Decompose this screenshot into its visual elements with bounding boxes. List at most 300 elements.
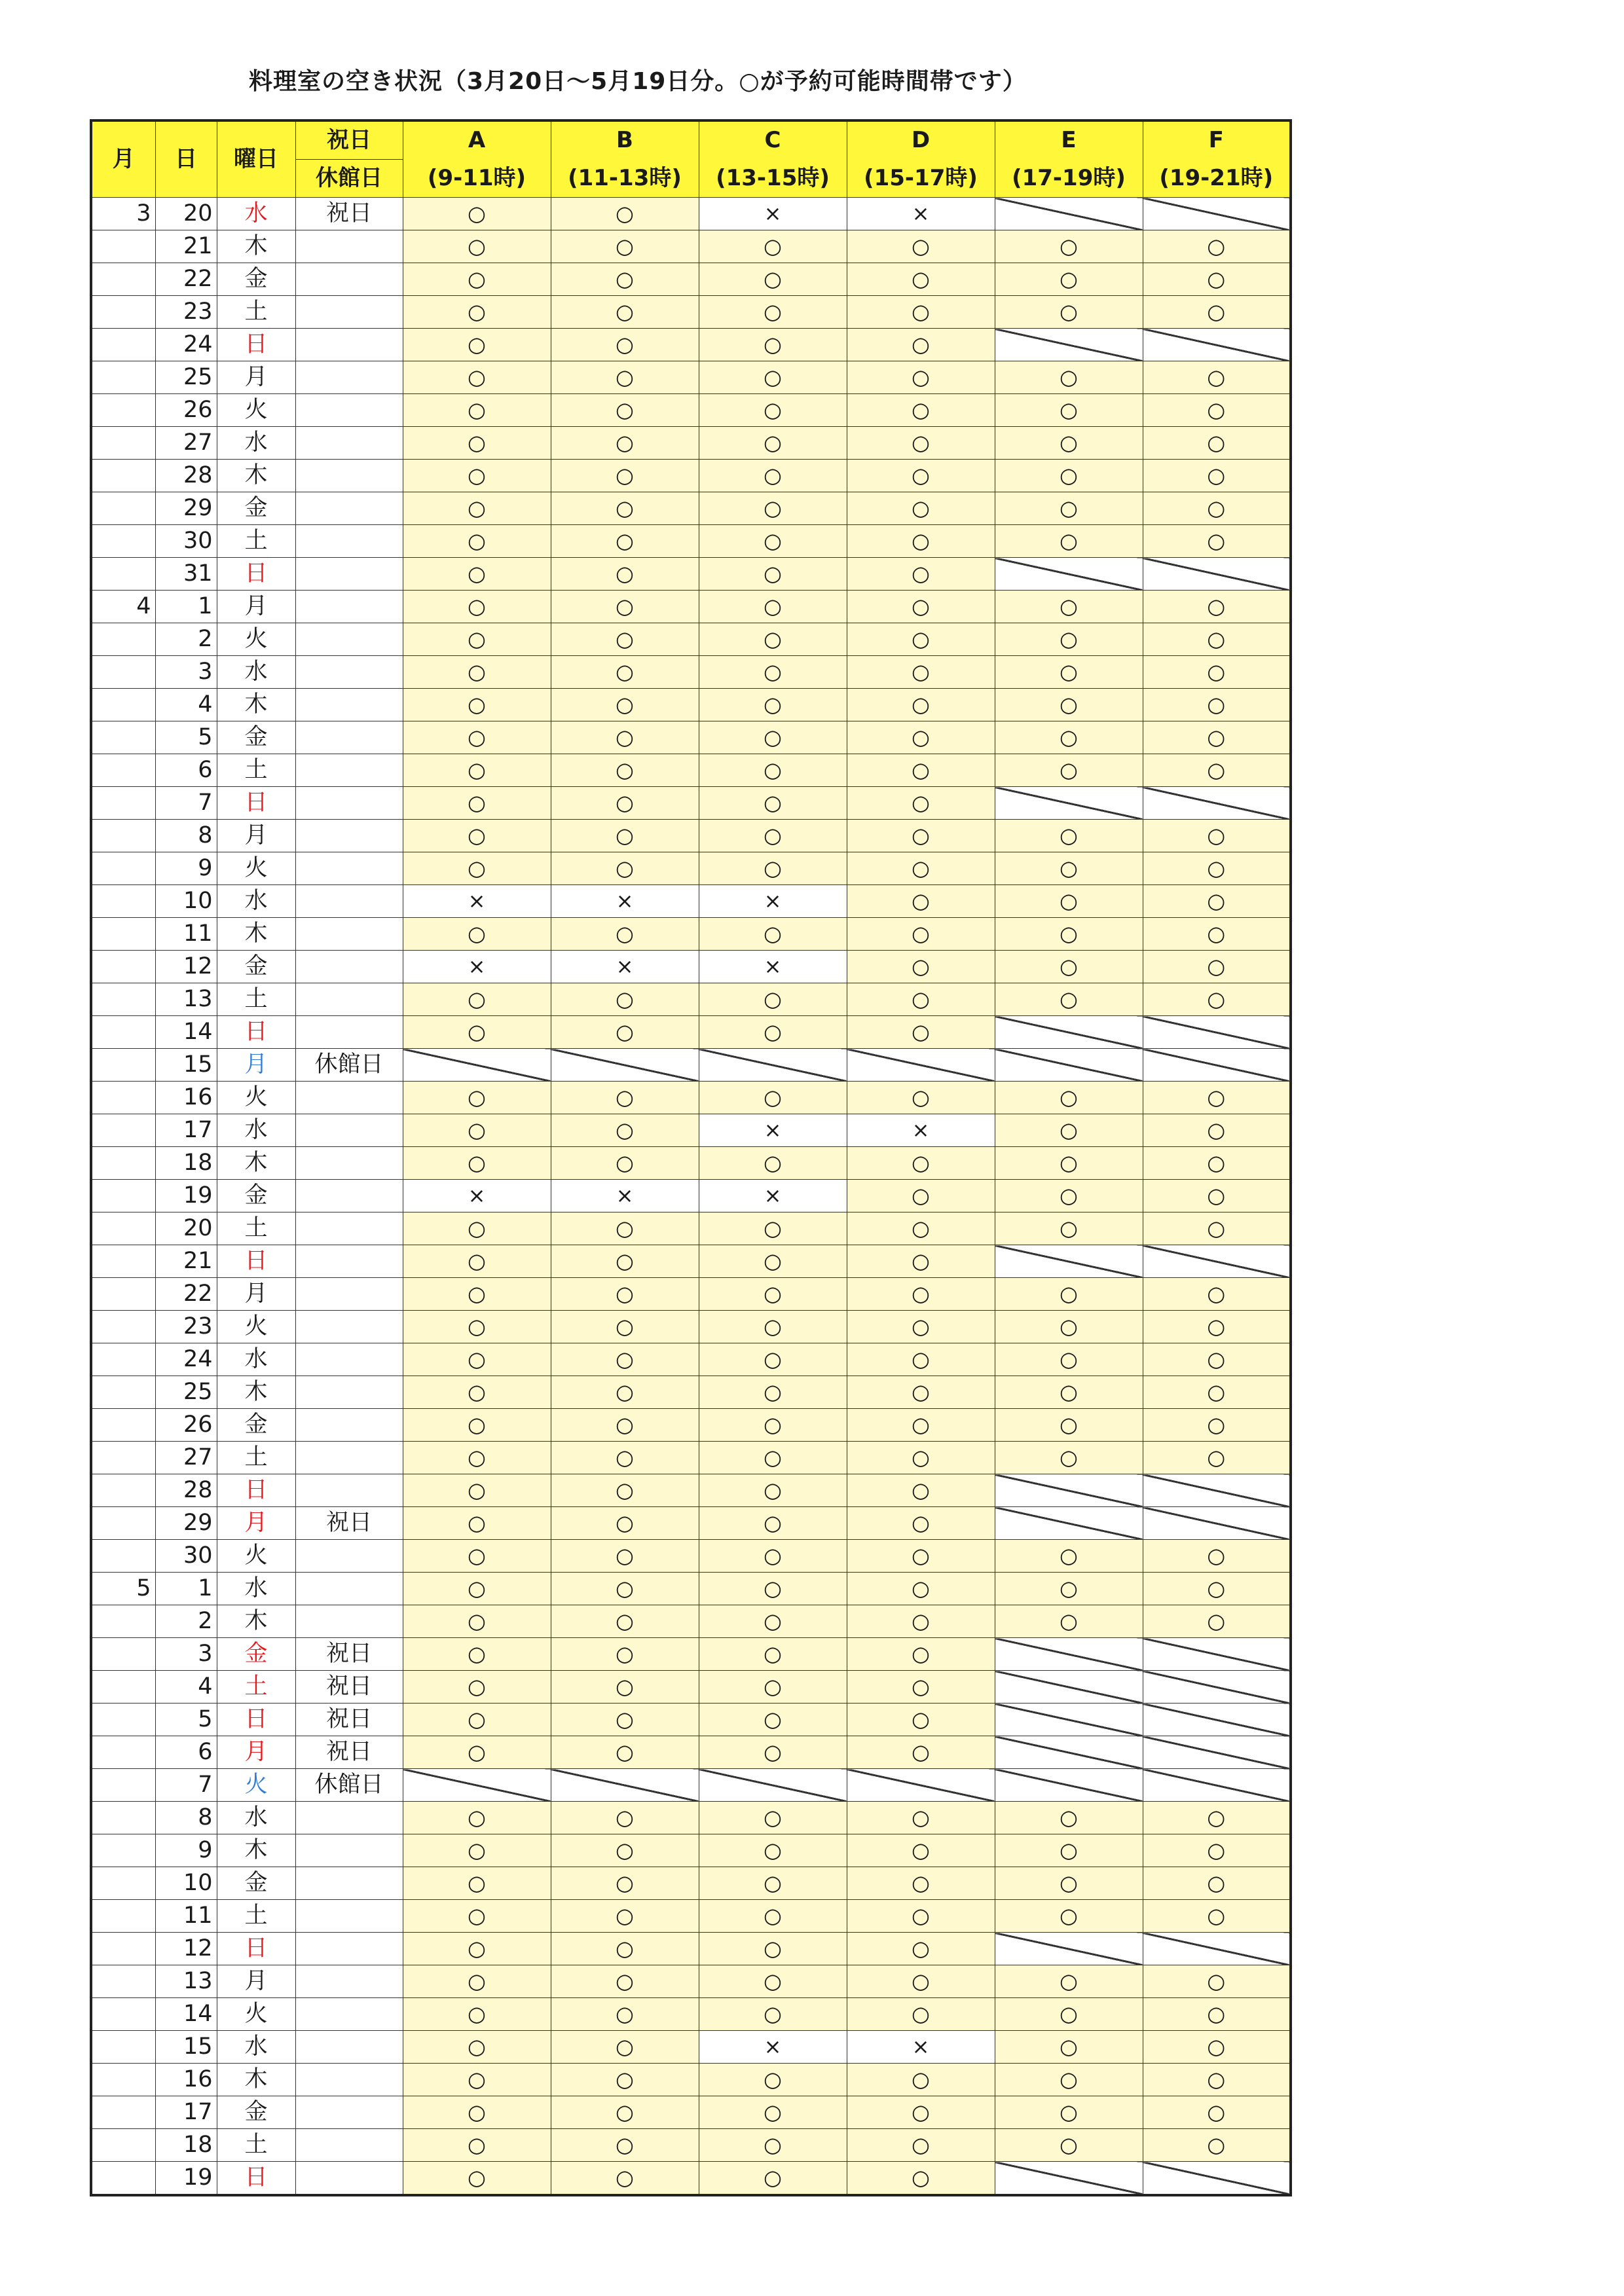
month-cell — [91, 1998, 155, 2031]
slot-c-open-cell: ○ — [699, 1540, 847, 1573]
header-slot-e-time: (17-19時) — [995, 160, 1143, 198]
slot-a-open-cell: ○ — [403, 1573, 551, 1605]
table-row — [91, 1573, 1291, 1605]
weekday-cell: 火 — [217, 623, 295, 656]
table-row — [91, 1834, 1291, 1867]
header-slot-c-letter: C — [699, 120, 847, 160]
month-cell — [91, 1016, 155, 1049]
month-cell: 4 — [91, 591, 155, 623]
table-row — [91, 754, 1291, 787]
slot-c-taken-cell: × — [699, 951, 847, 983]
header-slot-c-time: (13-15時) — [699, 160, 847, 198]
day-cell: 24 — [155, 1343, 217, 1376]
slot-a-open-cell: ○ — [403, 1965, 551, 1998]
table-row — [91, 1802, 1291, 1834]
slot-e-open-cell: ○ — [995, 2064, 1143, 2096]
slot-c-open-cell: ○ — [699, 1343, 847, 1376]
slot-b-open-cell: ○ — [551, 1605, 699, 1638]
slot-a-open-cell: ○ — [403, 852, 551, 885]
day-cell: 12 — [155, 1933, 217, 1965]
slot-c-open-cell: ○ — [699, 689, 847, 721]
day-cell: 27 — [155, 1442, 217, 1474]
day-cell: 21 — [155, 230, 217, 263]
slot-e-closed-cell — [995, 1933, 1143, 1965]
slot-e-open-cell: ○ — [995, 689, 1143, 721]
table-row — [91, 1933, 1291, 1965]
slot-a-open-cell: ○ — [403, 329, 551, 361]
slot-c-open-cell: ○ — [699, 1605, 847, 1638]
slot-b-open-cell: ○ — [551, 1147, 699, 1180]
slot-f-closed-cell — [1143, 1671, 1291, 1704]
slot-a-open-cell: ○ — [403, 492, 551, 525]
slot-c-open-cell: ○ — [699, 1147, 847, 1180]
slot-c-open-cell: ○ — [699, 1834, 847, 1867]
weekday-cell: 月 — [217, 1278, 295, 1311]
slot-e-open-cell: ○ — [995, 623, 1143, 656]
slot-e-open-cell: ○ — [995, 1114, 1143, 1147]
slot-a-closed-cell — [403, 1049, 551, 1082]
slot-c-open-cell: ○ — [699, 1409, 847, 1442]
day-cell: 3 — [155, 1638, 217, 1671]
slot-e-open-cell: ○ — [995, 2096, 1143, 2129]
slot-d-open-cell: ○ — [847, 558, 995, 591]
slot-d-open-cell: ○ — [847, 983, 995, 1016]
slot-e-closed-cell — [995, 2162, 1143, 2196]
slot-b-open-cell: ○ — [551, 787, 699, 820]
table-row — [91, 230, 1291, 263]
slot-a-open-cell: ○ — [403, 1540, 551, 1573]
table-row — [91, 623, 1291, 656]
slot-d-taken-cell: × — [847, 1114, 995, 1147]
table-row — [91, 820, 1291, 852]
slot-e-open-cell: ○ — [995, 656, 1143, 689]
slot-f-open-cell: ○ — [1143, 1311, 1291, 1343]
header-day: 日 — [155, 120, 217, 198]
slot-d-open-cell: ○ — [847, 689, 995, 721]
slot-f-open-cell: ○ — [1143, 2064, 1291, 2096]
table-row — [91, 394, 1291, 427]
header-closed-day: 休館日 — [295, 160, 403, 198]
day-cell: 29 — [155, 492, 217, 525]
month-cell — [91, 296, 155, 329]
slot-b-open-cell: ○ — [551, 558, 699, 591]
day-cell: 25 — [155, 361, 217, 394]
slot-b-taken-cell: × — [551, 885, 699, 918]
slot-f-open-cell: ○ — [1143, 427, 1291, 460]
slot-b-open-cell: ○ — [551, 689, 699, 721]
holiday-cell — [295, 230, 403, 263]
month-cell — [91, 754, 155, 787]
slot-c-open-cell: ○ — [699, 1442, 847, 1474]
slot-b-open-cell: ○ — [551, 1867, 699, 1900]
slot-a-open-cell: ○ — [403, 1114, 551, 1147]
slot-a-open-cell: ○ — [403, 689, 551, 721]
slot-d-open-cell: ○ — [847, 296, 995, 329]
slot-f-open-cell: ○ — [1143, 460, 1291, 492]
slot-e-open-cell: ○ — [995, 263, 1143, 296]
weekday-cell: 火 — [217, 1082, 295, 1114]
slot-f-closed-cell — [1143, 1704, 1291, 1736]
slot-f-open-cell: ○ — [1143, 1540, 1291, 1573]
slot-c-taken-cell: × — [699, 885, 847, 918]
month-cell — [91, 721, 155, 754]
slot-c-open-cell: ○ — [699, 1867, 847, 1900]
day-cell: 26 — [155, 1409, 217, 1442]
slot-c-taken-cell: × — [699, 2031, 847, 2064]
slot-e-open-cell: ○ — [995, 721, 1143, 754]
slot-b-open-cell: ○ — [551, 1736, 699, 1769]
slot-b-open-cell: ○ — [551, 721, 699, 754]
slot-b-open-cell: ○ — [551, 1245, 699, 1278]
day-cell: 22 — [155, 263, 217, 296]
slot-c-open-cell: ○ — [699, 1573, 847, 1605]
slot-d-open-cell: ○ — [847, 1704, 995, 1736]
table-row — [91, 1409, 1291, 1442]
slot-c-open-cell: ○ — [699, 1965, 847, 1998]
header-weekday: 曜日 — [217, 120, 295, 198]
slot-a-open-cell: ○ — [403, 427, 551, 460]
slot-a-open-cell: ○ — [403, 1834, 551, 1867]
month-cell — [91, 951, 155, 983]
slot-d-open-cell: ○ — [847, 951, 995, 983]
month-cell — [91, 1474, 155, 1507]
slot-a-open-cell: ○ — [403, 1212, 551, 1245]
month-cell — [91, 329, 155, 361]
day-cell: 2 — [155, 623, 217, 656]
slot-e-open-cell: ○ — [995, 983, 1143, 1016]
holiday-cell — [295, 1147, 403, 1180]
slot-f-open-cell: ○ — [1143, 918, 1291, 951]
weekday-cell: 金 — [217, 263, 295, 296]
weekday-cell: 水 — [217, 1802, 295, 1834]
slot-f-open-cell: ○ — [1143, 1965, 1291, 1998]
slot-d-open-cell: ○ — [847, 1605, 995, 1638]
slot-c-open-cell: ○ — [699, 263, 847, 296]
slot-f-open-cell: ○ — [1143, 1082, 1291, 1114]
slot-d-open-cell: ○ — [847, 623, 995, 656]
weekday-cell: 土 — [217, 1442, 295, 1474]
weekday-cell: 月 — [217, 820, 295, 852]
slot-b-open-cell: ○ — [551, 1704, 699, 1736]
slot-e-closed-cell — [995, 1507, 1143, 1540]
slot-f-open-cell: ○ — [1143, 721, 1291, 754]
slot-d-taken-cell: × — [847, 198, 995, 230]
slot-b-open-cell: ○ — [551, 1638, 699, 1671]
slot-b-open-cell: ○ — [551, 591, 699, 623]
weekday-cell: 月 — [217, 1507, 295, 1540]
table-row — [91, 1736, 1291, 1769]
slot-b-closed-cell — [551, 1049, 699, 1082]
day-cell: 6 — [155, 1736, 217, 1769]
slot-f-open-cell: ○ — [1143, 983, 1291, 1016]
slot-b-open-cell: ○ — [551, 1376, 699, 1409]
slot-b-open-cell: ○ — [551, 394, 699, 427]
slot-c-open-cell: ○ — [699, 721, 847, 754]
slot-d-open-cell: ○ — [847, 787, 995, 820]
table-row — [91, 525, 1291, 558]
slot-a-open-cell: ○ — [403, 787, 551, 820]
day-cell: 24 — [155, 329, 217, 361]
weekday-cell: 月 — [217, 1736, 295, 1769]
day-cell: 17 — [155, 2096, 217, 2129]
slot-d-open-cell: ○ — [847, 329, 995, 361]
month-cell — [91, 1605, 155, 1638]
day-cell: 20 — [155, 198, 217, 230]
weekday-cell: 金 — [217, 1409, 295, 1442]
slot-b-open-cell: ○ — [551, 1998, 699, 2031]
table-row — [91, 1278, 1291, 1311]
slot-d-open-cell: ○ — [847, 2064, 995, 2096]
slot-c-open-cell: ○ — [699, 1638, 847, 1671]
slot-e-open-cell: ○ — [995, 1573, 1143, 1605]
slot-d-open-cell: ○ — [847, 1998, 995, 2031]
holiday-cell — [295, 1278, 403, 1311]
holiday-cell — [295, 623, 403, 656]
table-row — [91, 1965, 1291, 1998]
holiday-cell — [295, 558, 403, 591]
slot-e-closed-cell — [995, 1245, 1143, 1278]
weekday-cell: 月 — [217, 361, 295, 394]
slot-a-open-cell: ○ — [403, 1016, 551, 1049]
header-slot-a-letter: A — [403, 120, 551, 160]
slot-c-open-cell: ○ — [699, 754, 847, 787]
month-cell — [91, 1311, 155, 1343]
weekday-cell: 金 — [217, 1867, 295, 1900]
slot-b-open-cell: ○ — [551, 198, 699, 230]
month-cell — [91, 263, 155, 296]
holiday-cell — [295, 1998, 403, 2031]
slot-f-open-cell: ○ — [1143, 1605, 1291, 1638]
day-cell: 31 — [155, 558, 217, 591]
slot-c-open-cell: ○ — [699, 2096, 847, 2129]
slot-a-open-cell: ○ — [403, 1507, 551, 1540]
availability-table — [90, 119, 1292, 2196]
table-row — [91, 918, 1291, 951]
slot-c-open-cell: ○ — [699, 1671, 847, 1704]
weekday-cell: 日 — [217, 1474, 295, 1507]
table-row — [91, 460, 1291, 492]
slot-a-open-cell: ○ — [403, 1147, 551, 1180]
weekday-cell: 水 — [217, 427, 295, 460]
slot-d-open-cell: ○ — [847, 1638, 995, 1671]
day-cell: 13 — [155, 983, 217, 1016]
holiday-cell — [295, 721, 403, 754]
holiday-cell — [295, 1311, 403, 1343]
slot-a-open-cell: ○ — [403, 2064, 551, 2096]
table-row — [91, 1671, 1291, 1704]
day-cell: 7 — [155, 787, 217, 820]
holiday-cell — [295, 1114, 403, 1147]
holiday-cell — [295, 1965, 403, 1998]
holiday-cell — [295, 1245, 403, 1278]
holiday-cell — [295, 656, 403, 689]
slot-b-open-cell: ○ — [551, 1933, 699, 1965]
slot-a-open-cell: ○ — [403, 1278, 551, 1311]
slot-b-taken-cell: × — [551, 1180, 699, 1212]
slot-f-open-cell: ○ — [1143, 1376, 1291, 1409]
slot-d-open-cell: ○ — [847, 721, 995, 754]
slot-c-open-cell: ○ — [699, 1900, 847, 1933]
slot-b-open-cell: ○ — [551, 2096, 699, 2129]
weekday-cell: 水 — [217, 2031, 295, 2064]
slot-f-open-cell: ○ — [1143, 1212, 1291, 1245]
slot-b-open-cell: ○ — [551, 1540, 699, 1573]
weekday-cell: 日 — [217, 1933, 295, 1965]
slot-a-open-cell: ○ — [403, 1802, 551, 1834]
slot-e-closed-cell — [995, 1638, 1143, 1671]
slot-e-open-cell: ○ — [995, 820, 1143, 852]
slot-f-open-cell: ○ — [1143, 951, 1291, 983]
slot-b-open-cell: ○ — [551, 1409, 699, 1442]
table-row — [91, 198, 1291, 230]
day-cell: 9 — [155, 852, 217, 885]
table-row — [91, 721, 1291, 754]
slot-d-open-cell: ○ — [847, 656, 995, 689]
slot-f-closed-cell — [1143, 1638, 1291, 1671]
table-row — [91, 1049, 1291, 1082]
slot-a-open-cell: ○ — [403, 1933, 551, 1965]
day-cell: 15 — [155, 1049, 217, 1082]
slot-b-open-cell: ○ — [551, 1834, 699, 1867]
slot-c-open-cell: ○ — [699, 852, 847, 885]
holiday-cell — [295, 1343, 403, 1376]
month-cell — [91, 2129, 155, 2162]
slot-d-open-cell: ○ — [847, 1867, 995, 1900]
slot-f-open-cell: ○ — [1143, 656, 1291, 689]
weekday-cell: 土 — [217, 754, 295, 787]
slot-b-open-cell: ○ — [551, 1016, 699, 1049]
slot-d-open-cell: ○ — [847, 1900, 995, 1933]
slot-a-open-cell: ○ — [403, 1311, 551, 1343]
weekday-cell: 火 — [217, 1311, 295, 1343]
month-cell: 3 — [91, 198, 155, 230]
table-row — [91, 1638, 1291, 1671]
slot-f-open-cell: ○ — [1143, 394, 1291, 427]
slot-c-open-cell: ○ — [699, 558, 847, 591]
table-row — [91, 1540, 1291, 1573]
table-row — [91, 1442, 1291, 1474]
slot-d-open-cell: ○ — [847, 1834, 995, 1867]
slot-e-open-cell: ○ — [995, 361, 1143, 394]
slot-a-taken-cell: × — [403, 951, 551, 983]
slot-d-open-cell: ○ — [847, 1016, 995, 1049]
slot-f-closed-cell — [1143, 329, 1291, 361]
weekday-cell: 水 — [217, 1343, 295, 1376]
slot-f-open-cell: ○ — [1143, 1147, 1291, 1180]
weekday-cell: 金 — [217, 951, 295, 983]
slot-e-closed-cell — [995, 1049, 1143, 1082]
slot-f-open-cell: ○ — [1143, 1867, 1291, 1900]
table-row — [91, 1998, 1291, 2031]
slot-f-closed-cell — [1143, 1245, 1291, 1278]
month-cell — [91, 689, 155, 721]
weekday-cell: 日 — [217, 1245, 295, 1278]
day-cell: 27 — [155, 427, 217, 460]
month-cell — [91, 787, 155, 820]
table-row — [91, 492, 1291, 525]
month-cell — [91, 394, 155, 427]
table-row — [91, 983, 1291, 1016]
slot-f-open-cell: ○ — [1143, 2096, 1291, 2129]
slot-c-open-cell: ○ — [699, 2162, 847, 2196]
slot-c-open-cell: ○ — [699, 2129, 847, 2162]
weekday-cell: 日 — [217, 787, 295, 820]
weekday-cell: 木 — [217, 230, 295, 263]
table-row — [91, 1769, 1291, 1802]
slot-f-open-cell: ○ — [1143, 689, 1291, 721]
day-cell: 23 — [155, 1311, 217, 1343]
day-cell: 20 — [155, 1212, 217, 1245]
slot-b-open-cell: ○ — [551, 427, 699, 460]
slot-c-open-cell: ○ — [699, 525, 847, 558]
holiday-cell — [295, 1605, 403, 1638]
weekday-cell: 日 — [217, 1016, 295, 1049]
slot-f-closed-cell — [1143, 198, 1291, 230]
holiday-cell — [295, 591, 403, 623]
slot-c-open-cell: ○ — [699, 787, 847, 820]
holiday-cell — [295, 918, 403, 951]
month-cell — [91, 983, 155, 1016]
slot-e-open-cell: ○ — [995, 1442, 1143, 1474]
slot-f-open-cell: ○ — [1143, 1573, 1291, 1605]
holiday-cell — [295, 852, 403, 885]
month-cell — [91, 1245, 155, 1278]
slot-b-open-cell: ○ — [551, 1573, 699, 1605]
slot-c-open-cell: ○ — [699, 1376, 847, 1409]
weekday-cell: 日 — [217, 1704, 295, 1736]
holiday-cell — [295, 1867, 403, 1900]
slot-d-open-cell: ○ — [847, 1933, 995, 1965]
table-row — [91, 427, 1291, 460]
slot-a-open-cell: ○ — [403, 1998, 551, 2031]
day-cell: 28 — [155, 1474, 217, 1507]
slot-a-open-cell: ○ — [403, 1082, 551, 1114]
slot-b-open-cell: ○ — [551, 1082, 699, 1114]
slot-e-open-cell: ○ — [995, 591, 1143, 623]
weekday-cell: 木 — [217, 1834, 295, 1867]
slot-c-open-cell: ○ — [699, 296, 847, 329]
slot-e-open-cell: ○ — [995, 296, 1143, 329]
slot-c-open-cell: ○ — [699, 656, 847, 689]
slot-e-open-cell: ○ — [995, 951, 1143, 983]
day-cell: 26 — [155, 394, 217, 427]
day-cell: 8 — [155, 820, 217, 852]
day-cell: 14 — [155, 1016, 217, 1049]
header-month: 月 — [91, 120, 155, 198]
weekday-cell: 水 — [217, 198, 295, 230]
weekday-cell: 木 — [217, 1376, 295, 1409]
slot-d-open-cell: ○ — [847, 1082, 995, 1114]
slot-e-closed-cell — [995, 198, 1143, 230]
slot-a-open-cell: ○ — [403, 820, 551, 852]
slot-f-closed-cell — [1143, 1769, 1291, 1802]
slot-a-taken-cell: × — [403, 885, 551, 918]
slot-b-taken-cell: × — [551, 951, 699, 983]
day-cell: 4 — [155, 1671, 217, 1704]
slot-d-open-cell: ○ — [847, 1507, 995, 1540]
slot-f-open-cell: ○ — [1143, 230, 1291, 263]
slot-c-open-cell: ○ — [699, 1704, 847, 1736]
day-cell: 18 — [155, 1147, 217, 1180]
slot-d-open-cell: ○ — [847, 1180, 995, 1212]
weekday-cell: 木 — [217, 918, 295, 951]
slot-f-closed-cell — [1143, 558, 1291, 591]
slot-c-open-cell: ○ — [699, 427, 847, 460]
slot-a-open-cell: ○ — [403, 2096, 551, 2129]
slot-b-open-cell: ○ — [551, 1442, 699, 1474]
document-title: 料理室の空き状況（3月20日～5月19日分。○が予約可能時間帯です） — [249, 68, 1027, 95]
month-cell — [91, 1343, 155, 1376]
